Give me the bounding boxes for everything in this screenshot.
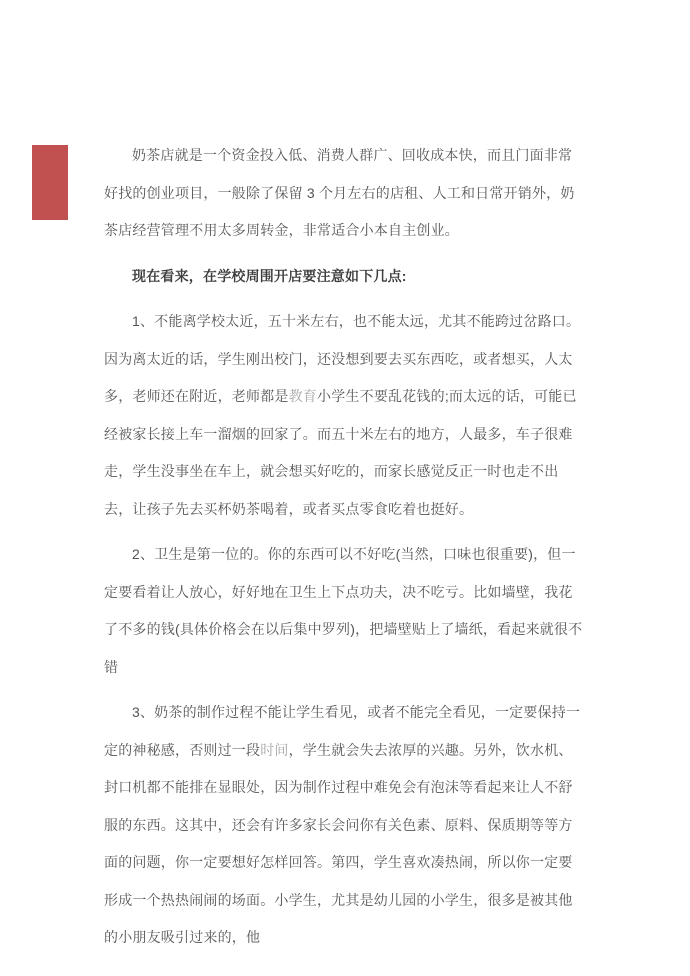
point-1-text-pre: 1、不能离学校太近，五十米左右，也不能太远，尤其不能跨过岔路口。因为离太近的话，学生刚出校门，还没想到要去买东西吃，或者想买，人太多，老师还在附近，老师都是 bbox=[104, 313, 581, 404]
section-heading: 现在看来，在学校周围开店要注意如下几点: bbox=[132, 267, 407, 284]
point-3-text-pre: 3、奶茶的制作过程不能让学生看见，或者不能完全看见，一定要保持一定的神秘感，否则过一段 bbox=[104, 704, 581, 758]
intro-text: 奶茶店就是一个资金投入低、消费人群广、回收成本快，而且门面非常好找的创业项目，一般除了保留 3 个月左右的店租、人工和日常开销外，奶茶店经营管理不用太多周转金，非常适合小本自主创业。 bbox=[104, 147, 575, 238]
keyword-link-time[interactable]: 时间 bbox=[260, 741, 289, 758]
intro-paragraph bbox=[104, 137, 586, 250]
red-accent-block bbox=[32, 145, 68, 220]
point-2-text: 2、卫生是第一位的。你的东西可以不好吃(当然，口味也很重要)，但一定要看着让人放心，好好地在卫生上下点功夫，决不吃亏。比如墙壁，我花了不多的钱(具体价格会在以后集中罗列)，把墙壁贴上了墙纸，看起来就很不错 bbox=[104, 546, 583, 675]
point-3-text-post: ，学生就会失去浓厚的兴趣。另外，饮水机、封口机都不能排在显眼处，因为制作过程中难免会有泡沫等看起来让人不舒服的东西。这其中，还会有许多家长会问你有关色素、原料、保质期等等方面的问题，你一定要想好怎样回答。第四，学生喜欢凑热闹，所以你一定要形成一个热热闹闹的场面。小学生，尤其是幼儿园的小学生，很多是被其他的小朋友吸引过来的，他 bbox=[104, 741, 573, 945]
point-1-paragraph bbox=[104, 303, 586, 528]
article-body bbox=[104, 137, 586, 965]
keyword-link-education[interactable]: 教育 bbox=[288, 388, 318, 404]
point-1-text-post: 小学生不要乱花钱的;而太远的话，可能已经被家长接上车一溜烟的回家了。而五十米左右的地方，人最多，车子很难走，学生没事坐在车上，就会想买好吃的，而家长感觉反正一时也走不出去，让孩子先去买杯奶茶喝着，或者买点零食吃着也挺好。 bbox=[104, 388, 577, 517]
point-3-paragraph bbox=[104, 694, 586, 957]
point-2-paragraph bbox=[104, 536, 586, 686]
